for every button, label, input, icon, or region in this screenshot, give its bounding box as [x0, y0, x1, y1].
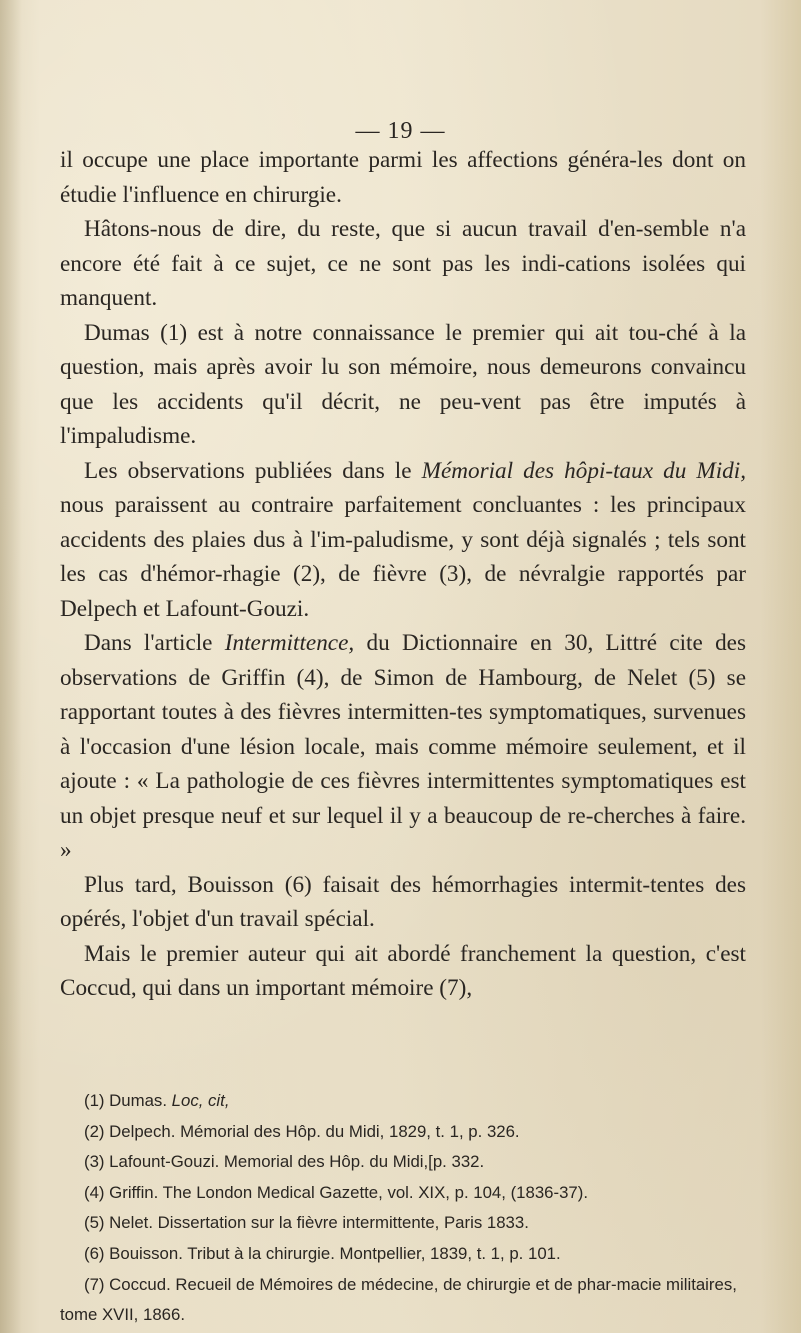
footnote-4: (4) Griffin. The London Medical Gazette, vol. XIX, p. 104, (1836-37). — [84, 1182, 589, 1202]
footnote-2: (2) Delpech. Mémorial des Hôp. du Midi, 1829, t. 1, p. 326. — [84, 1121, 520, 1141]
paragraph-5-end: du Dictionnaire en 30, Littré cite des observations de Griffin (4), de Simon de Hambourg, de Nelet (5) se rapportant toutes à des fièvres intermitten-tes symptomatiques, survenues à l'occasion d'une lésion locale, mais comme mémoire seulement, et il ajoute : « La pathologie de ces fièvres intermittentes symptomatiques est un objet presque neuf et sur lequel il y a beaucoup de re-cherches à faire. » — [60, 630, 746, 863]
paragraph-5-start: Dans l'article — [84, 630, 225, 656]
footnote-1 — [60, 1086, 750, 1117]
paragraph-4 — [60, 454, 746, 627]
paragraph-2: Hâtons-nous de dire, du reste, que si aucun travail d'en-semble n'a encore été fait à ce sujet, ce ne sont pas les indi-cations isolées qui manquent. — [60, 216, 746, 311]
paragraph-4-end: nous paraissent au contraire parfaitement concluantes : les principaux accidents des plaies dus à l'im-paludisme, y sont déjà signalés ; tels sont les cas d'hémor-rhagie (2), de fièvre (3), de névralgie rapportés par Delpech et Lafount-Gouzi. — [60, 492, 746, 622]
footnote-1-author: (1) Dumas. — [84, 1091, 172, 1110]
footnotes — [60, 1086, 750, 1331]
main-text — [60, 143, 746, 1006]
paragraph-7: Mais le premier auteur qui ait abordé franchement la question, c'est Coccud, qui dans un important mémoire (7), — [60, 940, 746, 1001]
page-number: — 19 — — [355, 118, 446, 144]
paragraph-6: Plus tard, Bouisson (6) faisait des hémorrhagies intermit-tentes des opérés, l'objet d'un travail spécial. — [60, 871, 746, 932]
page-spine-shadow — [0, 0, 22, 1333]
footnote-7: (7) Coccud. Recueil de Mémoires de médecine, de chirurgie et de phar-macie militaires, tome XVII, 1866. — [60, 1274, 737, 1325]
footnote-6: (6) Bouisson. Tribut à la chirurgie. Montpellier, 1839, t. 1, p. 101. — [84, 1243, 561, 1263]
memorial-title: Mémorial des hôpi-taux du Midi, — [421, 457, 746, 484]
paragraph-3: Dumas (1) est à notre connaissance le premier qui ait tou-ché à la question, mais après avoir lu son mémoire, nous demeurons convaincu que les accidents qu'il décrit, ne peu-vent pas être imputés à l'impaludisme. — [60, 319, 746, 449]
paragraph-1: il occupe une place importante parmi les affections généra-les dont on étudie l'influence en chirurgie. — [60, 147, 746, 208]
paragraph-4-start: Les observations publiées dans le — [84, 457, 422, 484]
footnote-3: (3) Lafount-Gouzi. Memorial des Hôp. du Midi,[p. 332. — [84, 1152, 485, 1172]
footnote-1-citation: Loc, cit, — [171, 1091, 230, 1110]
footnote-5: (5) Nelet. Dissertation sur la fièvre intermittente, Paris 1833. — [84, 1213, 529, 1233]
paragraph-5 — [60, 626, 746, 868]
intermittence-title: Intermittence, — [224, 630, 355, 656]
